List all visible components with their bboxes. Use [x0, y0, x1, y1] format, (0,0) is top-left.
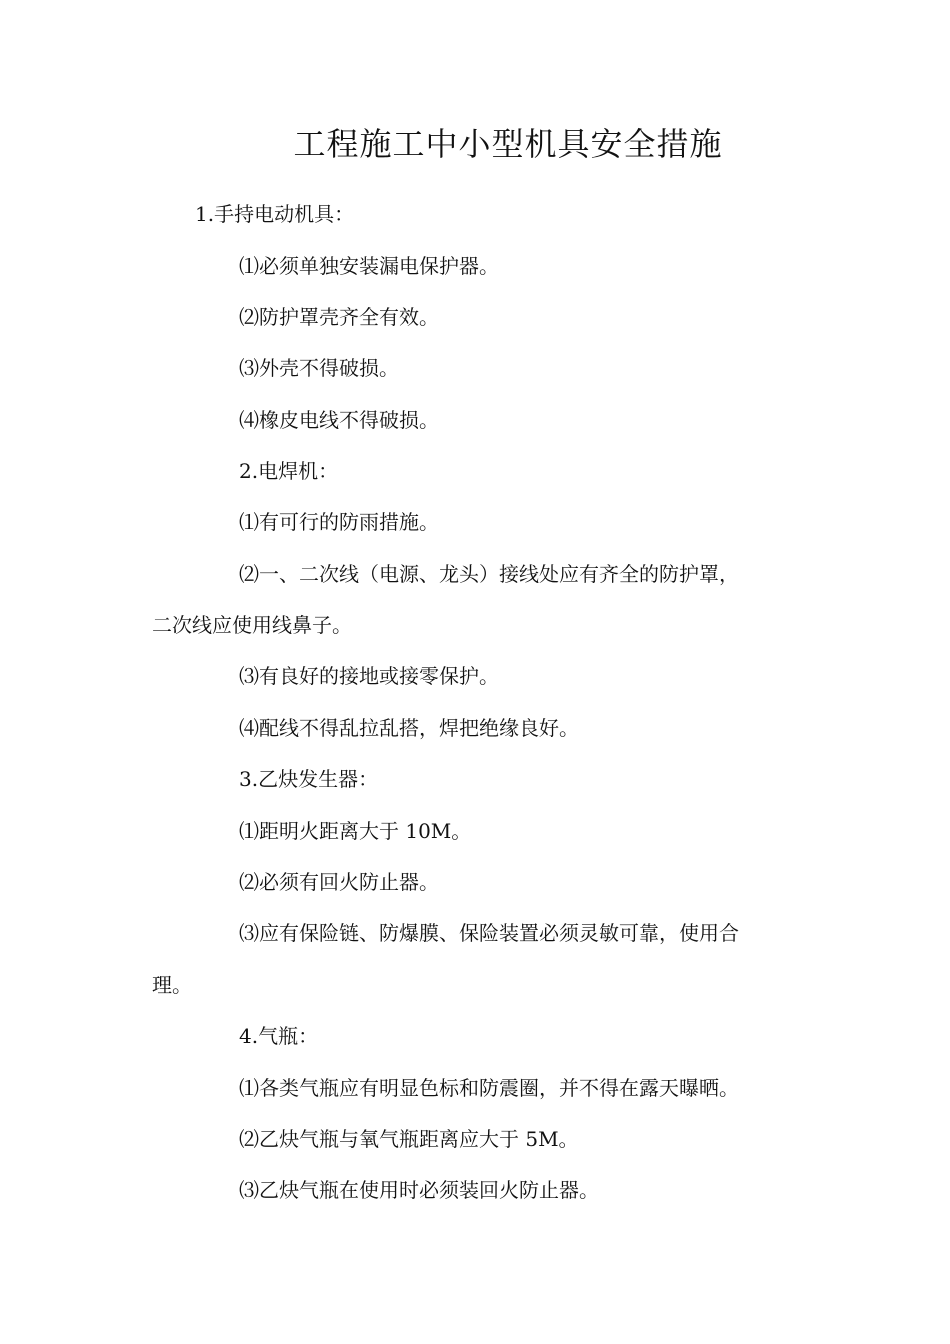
list-item: ⑵一、二次线（电源、龙头）接线处应有齐全的防护罩，	[239, 562, 739, 586]
list-item: ⑶外壳不得破损。	[239, 356, 399, 380]
list-item: ⑴距明火距离大于 10M。	[239, 819, 472, 843]
list-item: ⑵乙炔气瓶与氧气瓶距离应大于 5M。	[239, 1127, 579, 1151]
list-item: ⑶乙炔气瓶在使用时必须装回火防止器。	[239, 1178, 599, 1202]
section-heading-3: 3.乙炔发生器：	[239, 767, 379, 791]
document-title: 工程施工中小型机具安全措施	[293, 125, 723, 163]
list-item: ⑴有可行的防雨措施。	[239, 510, 439, 534]
section-heading-2: 2.电焊机：	[239, 459, 339, 483]
list-item: ⑴必须单独安装漏电保护器。	[239, 254, 499, 278]
list-item: ⑵必须有回火防止器。	[239, 870, 439, 894]
list-item: ⑶有良好的接地或接零保护。	[239, 664, 499, 688]
list-item-continuation: 二次线应使用线鼻子。	[152, 613, 352, 637]
section-heading-4: 4.气瓶：	[239, 1024, 319, 1048]
section-heading-1: 1.手持电动机具：	[195, 202, 355, 226]
list-item: ⑷配线不得乱拉乱搭，焊把绝缘良好。	[239, 716, 579, 740]
list-item: ⑷橡皮电线不得破损。	[239, 408, 439, 432]
list-item: ⑴各类气瓶应有明显色标和防震圈，并不得在露天曝晒。	[239, 1076, 739, 1100]
list-item: ⑵防护罩壳齐全有效。	[239, 305, 439, 329]
list-item-continuation: 理。	[152, 973, 192, 997]
list-item: ⑶应有保险链、防爆膜、保险装置必须灵敏可靠，使用合	[239, 921, 739, 945]
